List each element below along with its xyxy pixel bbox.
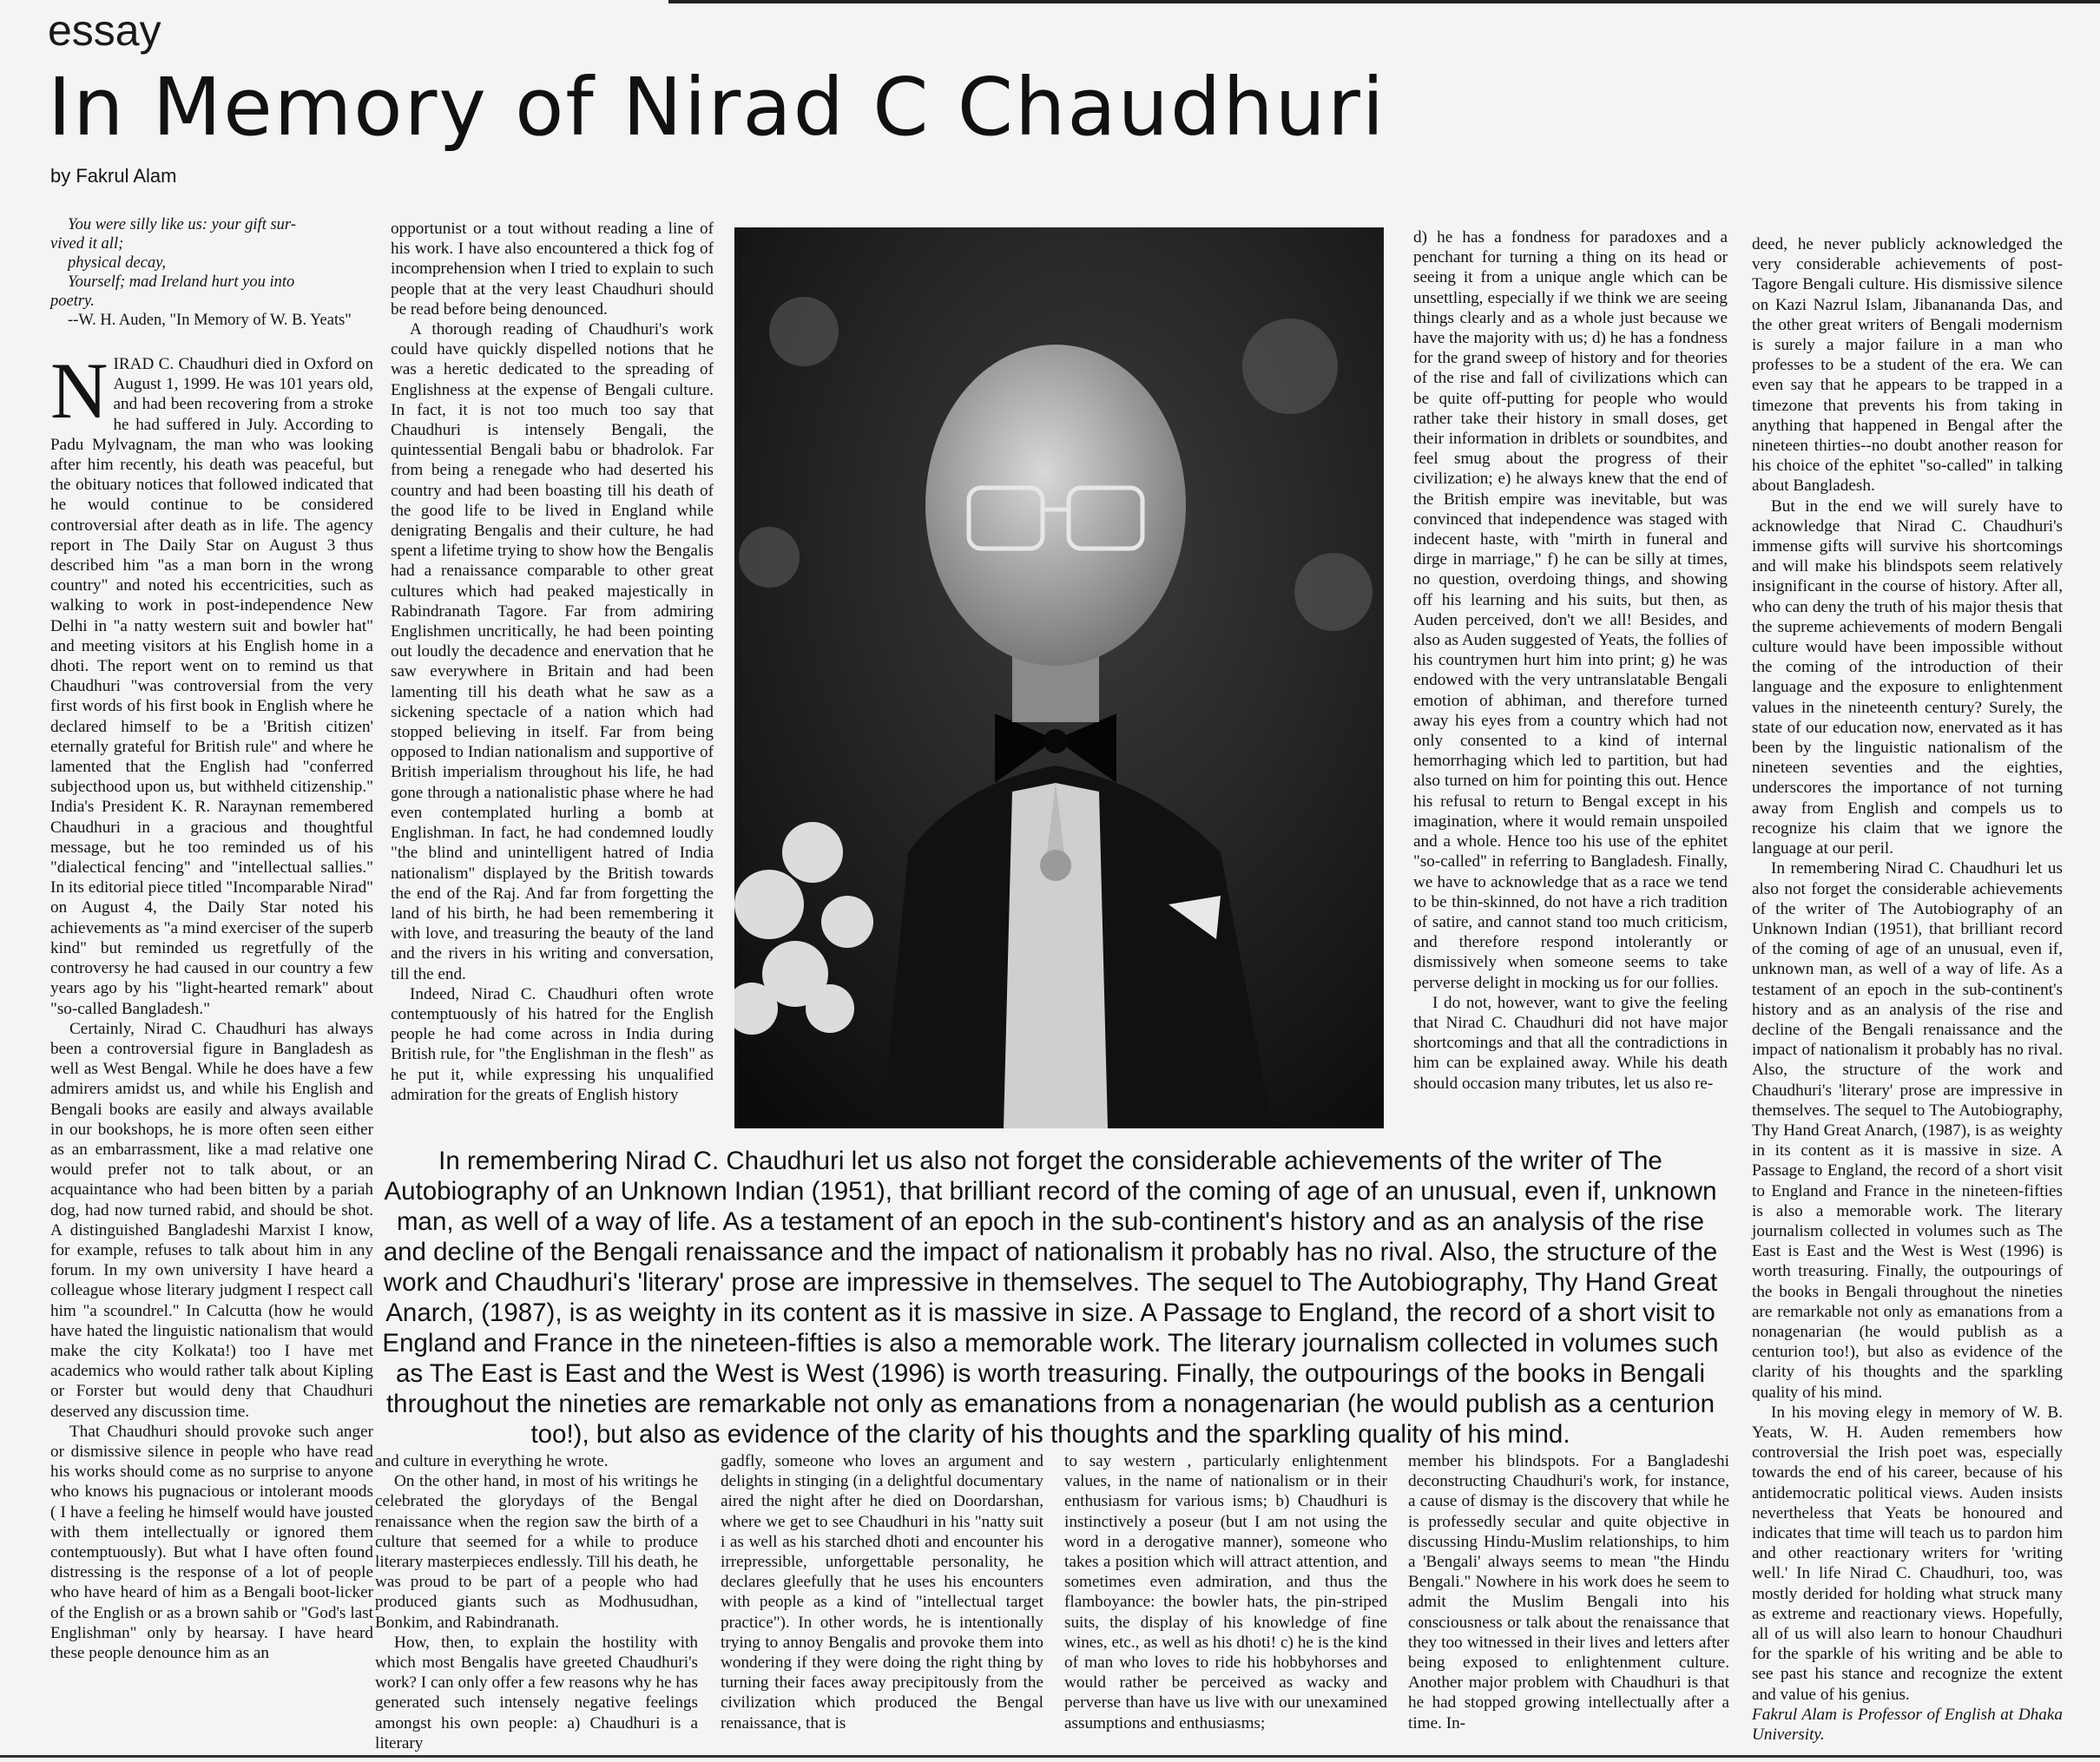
paragraph: and culture in everything he wrote. bbox=[375, 1452, 609, 1470]
paragraph: Certainly, Nirad C. Chaudhuri has always been a controversial figure in Bangladesh as well as West Bengal. While he does have a few admirers amidst us, and while his English and Bengali books are easily and always available in our bookshops, he is more often seen either as an embarrassment, like a mad relative one would prefer not to talk about, or an acquaintance who had been bitten by a pariah dog, had now turned rabid, and should be shot. A distinguished Bangladeshi Marxist I know, for example, refuses to talk about him in any forum. In my own university I have heard a colleague whose literary judgment I respect call him "a scoundrel." In Calcutta (how he would have hated the linguistic nationalism that would make the city Kolkata!) too I have met academics who would rather talk about Kipling or Forster but would deny that Chaudhuri deserved any discussion time. bbox=[50, 1019, 373, 1421]
column-5-bottom bbox=[1408, 1451, 1729, 1733]
paragraph: How, then, to explain the hostility with which most Bengalis have greeted Chaudhuri's work? I can only offer a few reasons why he has generated such intensely negative feelings amongst his own people: a) Chaudhuri is a literary bbox=[375, 1633, 698, 1752]
paragraph: member his blindspots. For a Bangladeshi deconstructing Chaudhuri's work, for instance, a cause of dismay is the discovery that while he is professedly secular and quite objective in discussing Hindu-Muslim relationships, to him a 'Bengali' always seems to mean "the Hindu Bengali." Nowhere in his work does he seem to admit the Muslim Bengali into his consciousness or talk about the renaissance that they too witnessed in their lives and letters after being exposed to enlightenment culture. Another major problem with Chaudhuri is that he had stopped growing intellectually after a time. In- bbox=[1408, 1452, 1729, 1732]
epigraph bbox=[50, 215, 373, 330]
epigraph-line: Yourself; mad Ireland hurt you into bbox=[68, 273, 295, 291]
column-4-bottom bbox=[1064, 1451, 1387, 1733]
author-note: Fakrul Alam is Professor of English at Dhaka University. bbox=[1752, 1705, 2063, 1745]
paragraph: On the other hand, in most of his writings he celebrated the glorydays of the Bengal renaissance when the region saw the birth of a culture that seemed for a while to produce literary masterpieces endlessly. Till his death, he was proud to be part of a people who had produced giants such as Modhusudhan, Bonkim, and Rabindranath. bbox=[375, 1472, 698, 1632]
paragraph: In remembering Nirad C. Chaudhuri let us also not forget the considerable achievements of the writer of The Autobiography of an Unknown Indian (1951), that brilliant record of the coming of age of an unusual, even if, unknown man, as well of a way of life. As a testament of an epoch in the sub-continent's history and as an analysis of the rise and decline of the Bengali renaissance and the impact of nationalism it probably has no rival. Also, the structure of the work and Chaudhuri's 'literary' prose are impressive in themselves. The sequel to The Autobiography, Thy Hand Great Anarch, (1987), is as weighty in its content as it is massive in size. A Passage to England, the record of a short visit to England and France in the nineteen-fifties is also a memorable work. The literary journalism collected in volumes such as The East is East and the West is West (1996) is worth treasuring. Finally, the outpourings of the books in Bengali throughout the nineties are remarkable not only as emanations from a nonagenarian (he would publish as a centurion too!), but also as evidence of the clarity of his thoughts and the sparkling quality of his mind. bbox=[1752, 859, 2063, 1402]
epigraph-line: You were silly like us: your gift sur- bbox=[68, 216, 296, 233]
epigraph-attribution: --W. H. Auden, "In Memory of W. B. Yeats" bbox=[68, 312, 352, 329]
headline: In Memory of Nirad C Chaudhuri bbox=[48, 61, 1386, 154]
epigraph-line: poetry. bbox=[50, 293, 95, 310]
paragraph: I do not, however, want to give the feeling that Nirad C. Chaudhuri did not have major shortcomings and that all the contradictions in him can be explained away. While his death should occasion many tributes, let us also re- bbox=[1413, 993, 1728, 1093]
paragraph: NIRAD C. Chaudhuri died in Oxford on August 1, 1999. He was 101 years old, and had been recovering from a stroke he had suffered in July. According to Padu Mylvagnam, the man who was looking after him recently, his death was peaceful, but the obituary notices that followed indicated that he would continue to be considered controversial after death as in life. The agency report in The Daily Star on August 3 thus described him "as a man born in the wrong country" and noted his eccentricities, such as walking to work in post-independence New Delhi in "a natty western suit and bowler hat" and meeting visitors at his English home in a dhoti. The report went on to remind us that Chaudhuri "was controversial from the very first words of his first book in English where he declared himself to be a 'British citizen' eternally grateful for British rule" and where he lamented that the English had "conferred subjecthood upon us, but withheld citizenship." India's President K. R. Naraynan remembered Chaudhuri in a gracious and thoughtful message, but he too reminded us of his "dialectical fencing" and "intellectual sallies." In its editorial piece titled "Incomparable Nirad" on August 4, the Daily Star noted his achievements as "a mind exerciser of the superb kind" but reminded us regretfully of the controversy he had caused in our country a few years ago by his "light-hearted remark" about "so-called Bangladesh." bbox=[50, 346, 373, 1018]
portrait-photo bbox=[734, 227, 1384, 1128]
paragraph: Indeed, Nirad C. Chaudhuri often wrote contemptuously of his hatred for the English people he had come across in India during British rule, for "the Englishman in the flesh" as he put it, while expressing his unqualified admiration for the greats of English history bbox=[391, 984, 714, 1104]
paragraph: In his moving elegy in memory of W. B. Yeats, W. H. Auden remembers how controversial the Irish poet was, especially towards the end of his career, because of his antidemocratic political views. Auden insists nevertheless that Yeats be honoured and indicates that time will teach us to pardon him and other reactionary writers for 'writing well.' In life Nirad C. Chaudhuri, too, was mostly derided for holding what struck many as extreme and reactionary views. Hopefully, all of us will also learn to honour Chaudhuri for the sparkle of his writing and be able to see past his stance and recognize the extent and value of his genius. bbox=[1752, 1403, 2063, 1704]
drop-cap: N bbox=[50, 346, 109, 435]
epigraph-line: physical decay, bbox=[68, 254, 167, 272]
column-2-bottom bbox=[375, 1451, 698, 1753]
column-1 bbox=[50, 346, 373, 1663]
paragraph: A thorough reading of Chaudhuri's work could have quickly dispelled notions that he was a heretic dedicated to the spreading of Englishness at the expense of Bengali culture. In fact, it is not too much too say that Chaudhuri is intensely Bengali, the quintessential Bengali babu or bhadrolok. Far from being a renegade who had deserted his country and had been boasting till his death of the good life to be lived in England while denigrating Bengalis and their culture, he had spent a lifetime trying to show how the Bengalis had a renaissance comparable to other great cultures which had peaked majestically in Rabindranath Tagore. Far from admiring Englishmen uncritically, he had been pointing out loudly the decadence and enervation that he saw everywhere in Britain and had been lamenting till his death what he saw as a sickening spectacle of a nation which had stopped believing in itself. Far from being opposed to Indian nationalism and supportive of British imperialism throughout his life, he had gone through a nationalistic phase where he had even contemplated hurling a bomb at Englishman. In fact, he had condemned loudly "the blind and unintelligent hatred of India nationalism" displayed by the British towards the end of the Raj. And far from forgetting the land of his birth, he had been remembering it with love, and treasuring the beauty of the land and the rivers in his writing and conversation, till the end. bbox=[391, 320, 714, 983]
column-6 bbox=[1752, 234, 2063, 1745]
top-rule bbox=[668, 0, 2100, 3]
paragraph: d) he has a fondness for paradoxes and a penchant for turning a thing on its head or seeing it from a unique angle which can be unsettling, especially if we think we are seeing things clearly and as a whole just because we have the majority with us; d) he has a fondness for the grand sweep of history and for theories of the rise and fall of civilizations which can be quite off-putting for people who would rather take their history in small doses, get their information in driblets or soundbites, and feel smug about the progress of their civilization; e) he always knew that the end of the British empire was inevitable, but was convinced that independence was staged with indecent haste, with "mirth in funeral and dirge in marriage," f) he can be silly at times, no question, overdoing things, and showing off his learning and his suits, but then, as Auden perceived, don't we all! Besides, and also as Auden suggested of Yeats, the follies of his countrymen hurt him into print; g) he was endowed with the very untranslatable Bengali emotion of abhiman, and therefore turned away his eyes from a country which had not only consented to a kind of internal hemorrhaging which led to partition, but had also turned on him for pointing this out. Hence his refusal to return to Bengal except in his imagination, where it would remain unspoiled and a whole. Hence too his use of the ephitet "so-called" in referring to Bangladesh. Finally, we have to acknowledge that as a race we tend to be thin-skinned, do not have a rich tradition of satire, and cannot stand too much criticism, and therefore respond intolerantly or dismissively when someone seems to take perverse delight in mocking us for our follies. bbox=[1413, 228, 1728, 992]
column-3-bottom bbox=[721, 1451, 1043, 1733]
column-2 bbox=[391, 219, 714, 1105]
paragraph: deed, he never publicly acknowledged the very considerable achievements of post-Tagore Bengali culture. His dismissive silence on Kazi Nazrul Islam, Jibanananda Das, and the other great writers of Bengali modernism is surely a major failure in a man who professes to be a student of the era. We can even say that he appears to be trapped in a timezone that prevents his from taking in anything that happened in Bengal after the nineteen thirties--no doubt another reason for his choice of the ephitet "so-called" in talking about Bangladesh. bbox=[1752, 235, 2063, 496]
pull-quote: In remembering Nirad C. Chaudhuri let us also not forget the considerable achievements of the writer of The Autobiography of an Unknown Indian (1951), that brilliant record of the coming of age of an unusual, even if, unknown man, as well of a way of life. As a testament of an epoch in the sub-continent's history and as an analysis of the rise and decline of the Bengali renaissance and the impact of nationalism it probably has no rival. Also, the structure of the work and Chaudhuri's 'literary' prose are impressive in themselves. The sequel to The Autobiography, Thy Hand Great Anarch, (1987), is as weighty in its content as it is massive in size. A Passage to England, the record of a short visit to England and France in the nineteen-fifties is also a memorable work. The literary journalism collected in volumes such as The East is East and the West is West (1996) is worth treasuring. Finally, the outpourings of the books in Bengali throughout the nineties are remarkable not only as emanations from a nonagenarian (he would publish as a centurion too!), but also as evidence of the clarity of his thoughts and the sparkling quality of his mind. bbox=[382, 1147, 1719, 1449]
epigraph-line: vived it all; bbox=[50, 235, 124, 253]
byline: by Fakrul Alam bbox=[50, 165, 177, 187]
paragraph: gadfly, someone who loves an argument and delights in stinging (in a delightful documentary aired the night after he died on Doordarshan, where we get to see Chaudhuri in his "natty suit i as well as his starched dhoti and encounter his irrepressible, unforgettable personality, he declares gleefully that he uses his encounters with people as a kind of "intellectual target practice"). In other words, he is intentionally trying to annoy Bengalis and provoke them into wondering if they were doing the right thing by turning their faces away precipitously from the civilization which produced the Bengal renaissance, that is bbox=[721, 1452, 1043, 1732]
bottom-rule bbox=[0, 1755, 2100, 1758]
column-5 bbox=[1413, 227, 1728, 1094]
section-kicker: essay bbox=[48, 6, 161, 55]
paragraph: to say western , particularly enlightenment values, in the name of nationalism or in their enthusiasm for various isms; b) Chaudhuri is instinctively a poseur (but I am not using the word in a derogative manner), someone who takes a position which will attract attention, and sometimes even admiration, and thus the flamboyance: the bowler hats, the pin-striped suits, the display of his knowledge of fine wines, etc., as well as his dhoti! c) he is the kind of man who loves to ride his hobbyhorses and would rather be perceived as wacky and perverse than have us live with our unexamined assumptions and enthusiasms; bbox=[1064, 1452, 1387, 1732]
paragraph: opportunist or a tout without reading a line of his work. I have also encountered a thick fog of incomprehension when I tried to explain to such people that at the very least Chaudhuri should be read before being denounced. bbox=[391, 220, 714, 319]
paragraph: But in the end we will surely have to acknowledge that Nirad C. Chaudhuri's immense gifts will survive his shortcomings and will make his blindspots seem relatively insignificant in the course of history. After all, who can deny the truth of his major thesis that the supreme achievements of modern Bengali culture would have been impossible without the coming of the introduction of their language and the exposure to enlightenment values in the nineteenth century? Surely, the state of our education now, enervated as it has been by the linguistic nationalism of the nineteen seventies and the eighties, underscores the importance of not turning away from English and compels us to recognize his claim that we ignore the language at our peril. bbox=[1752, 496, 2063, 858]
paragraph: That Chaudhuri should provoke such anger or dismissive silence in people who have read his works should come as no surprise to anyone who knows his pugnacious or intolerant moods ( I have a feeling he himself would have jousted with them intellectually or ignored them contemptuously). But what I have often found distressing is the response of a lot of people who have heard of him as a Bengali boot-licker of the English or as a brown sahib or "God's last Englishman" only by hearsay. I have heard these people denounce him as an bbox=[50, 1422, 373, 1662]
